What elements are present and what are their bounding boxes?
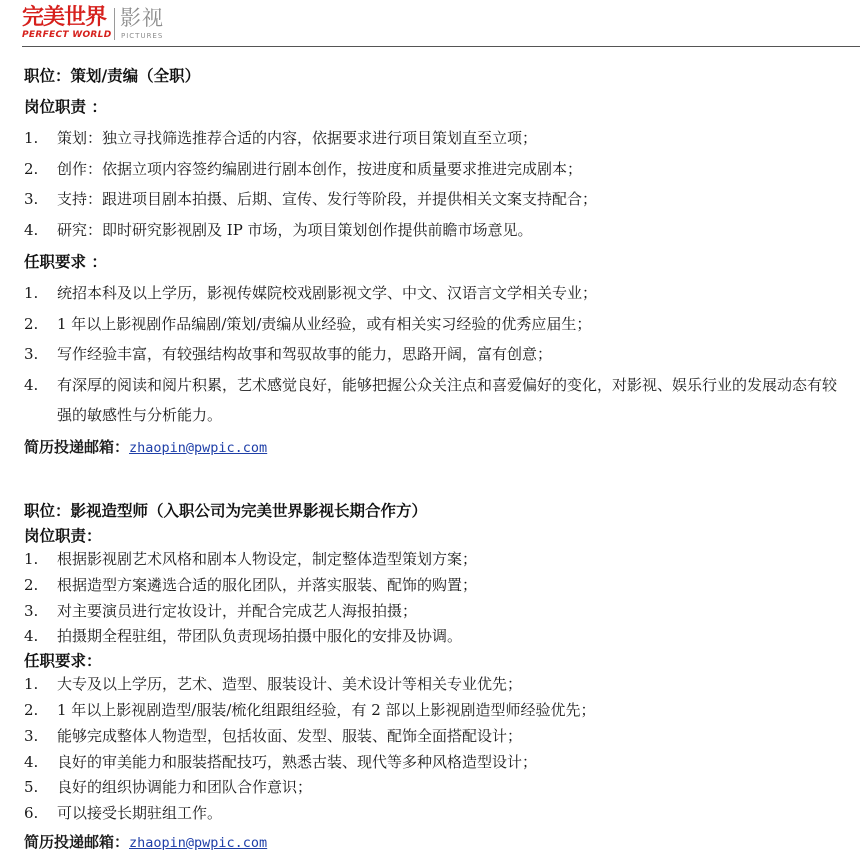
list-item [24, 154, 844, 185]
duties-list [24, 547, 844, 650]
list-item [24, 750, 844, 776]
job-title: 职位：影视造型师（入职公司为完美世界影视长期合作方） [24, 501, 428, 520]
item-text: 研究：即时研究影视剧及 IP 市场，为项目策划创作提供前瞻市场意见。 [57, 220, 533, 239]
job-posting-editor [24, 62, 844, 463]
header [22, 0, 860, 47]
item-number: 2. [24, 159, 39, 178]
logo-divider [114, 8, 115, 40]
item-number: 1. [24, 129, 39, 147]
item-number: 1. [24, 284, 39, 302]
list-item [24, 547, 844, 573]
email-label: 简历投递邮箱： [24, 437, 130, 456]
item-number: 6. [24, 804, 39, 823]
requirements-list [24, 672, 844, 827]
item-text: 大专及以上学历，艺术、造型、服装设计、美术设计等相关专业优先； [57, 675, 523, 694]
item-text: 1 年以上影视剧造型/服装/梳化组跟组经验，有 2 部以上影视剧造型师经验优先； [57, 700, 596, 719]
list-item [24, 215, 844, 246]
item-text: 有深厚的阅读和阅片积累，艺术感觉良好，能够把握公众关注点和喜爱偏好的变化，对影视、娱乐行业的发展动态有较强的敏感性与分析能力。 [57, 375, 838, 424]
requirements-heading: 任职要求 ： [24, 252, 107, 271]
item-number: 4. [24, 375, 39, 394]
list-item [24, 123, 844, 154]
duties-list [24, 123, 844, 245]
item-number: 5. [24, 778, 39, 797]
item-number: 3. [24, 601, 39, 620]
item-text: 对主要演员进行定妆设计，并配合完成艺人海报拍摄； [57, 601, 418, 620]
list-item [24, 775, 844, 801]
list-item [24, 370, 844, 431]
list-item [24, 573, 844, 599]
pictures-logo: 影视 [120, 6, 164, 30]
item-number: 3. [24, 726, 39, 745]
item-number: 2. [24, 575, 39, 594]
requirements-list [24, 278, 844, 431]
item-number: 4. [24, 627, 39, 646]
email-row [24, 827, 844, 857]
item-number: 1. [24, 675, 39, 694]
list-item [24, 624, 844, 650]
list-item [24, 278, 844, 309]
item-text: 创作：依据立项内容签约编剧进行剧本创作，按进度和质量要求推进完成剧本； [57, 159, 583, 178]
item-text: 支持：跟进项目剧本拍摄、后期、宣传、发行等阶段，并提供相关文案支持配合； [57, 190, 598, 208]
duties-heading: 岗位职责： [24, 526, 102, 545]
list-item [24, 672, 844, 698]
list-item [24, 599, 844, 625]
list-item [24, 184, 844, 215]
item-text: 良好的组织协调能力和团队合作意识； [57, 778, 313, 797]
item-text: 1 年以上影视剧作品编剧/策划/责编从业经验，或有相关实习经验的优秀应届生； [57, 314, 592, 333]
item-text: 根据影视剧艺术风格和剧本人物设定，制定整体造型策划方案； [57, 550, 478, 568]
item-text: 策划：独立寻找筛选推荐合适的内容，依据要求进行项目策划直至立项； [57, 129, 538, 147]
email-link[interactable]: zhaopin@pwpic.com [129, 439, 268, 456]
list-item [24, 801, 844, 827]
item-text: 根据造型方案遴选合适的服化团队，并落实服装、配饰的购置； [57, 575, 478, 594]
perfect-world-logo: 完美世界 [22, 5, 107, 30]
item-number: 4. [24, 752, 39, 771]
item-number: 3. [24, 190, 39, 208]
item-number: 2. [24, 700, 39, 719]
item-text: 良好的审美能力和服装搭配技巧，熟悉古装、现代等多种风格造型设计； [57, 752, 538, 771]
item-text: 能够完成整体人物造型，包括妆面、发型、服装、配饰全面搭配设计； [57, 726, 523, 745]
requirements-heading: 任职要求： [24, 651, 102, 671]
list-item [24, 339, 844, 370]
email-row [24, 431, 844, 463]
item-text: 写作经验丰富，有较强结构故事和驾驭故事的能力，思路开阔，富有创意； [57, 345, 553, 363]
job-title: 职位：策划/责编（全职） [24, 66, 201, 85]
item-number: 2. [24, 314, 39, 333]
item-number: 3. [24, 345, 39, 363]
item-number: 4. [24, 220, 39, 239]
item-text: 可以接受长期驻组工作。 [57, 804, 223, 823]
duties-heading: 岗位职责 ： [24, 97, 107, 116]
item-text: 拍摄期全程驻组，带团队负责现场拍摄中服化的安排及协调。 [57, 627, 463, 646]
perfect-world-logo-en: PERFECT WORLD [22, 30, 112, 40]
list-item [24, 724, 844, 750]
email-label: 简历投递邮箱： [24, 832, 130, 851]
list-item [24, 698, 844, 724]
pictures-logo-en: PICTURES [121, 32, 164, 40]
list-item [24, 309, 844, 340]
item-number: 1. [24, 550, 39, 568]
job-posting-stylist [24, 497, 844, 857]
item-text: 统招本科及以上学历，影视传媒院校戏剧影视文学、中文、汉语言文学相关专业； [57, 284, 598, 302]
email-link[interactable]: zhaopin@pwpic.com [129, 834, 268, 851]
